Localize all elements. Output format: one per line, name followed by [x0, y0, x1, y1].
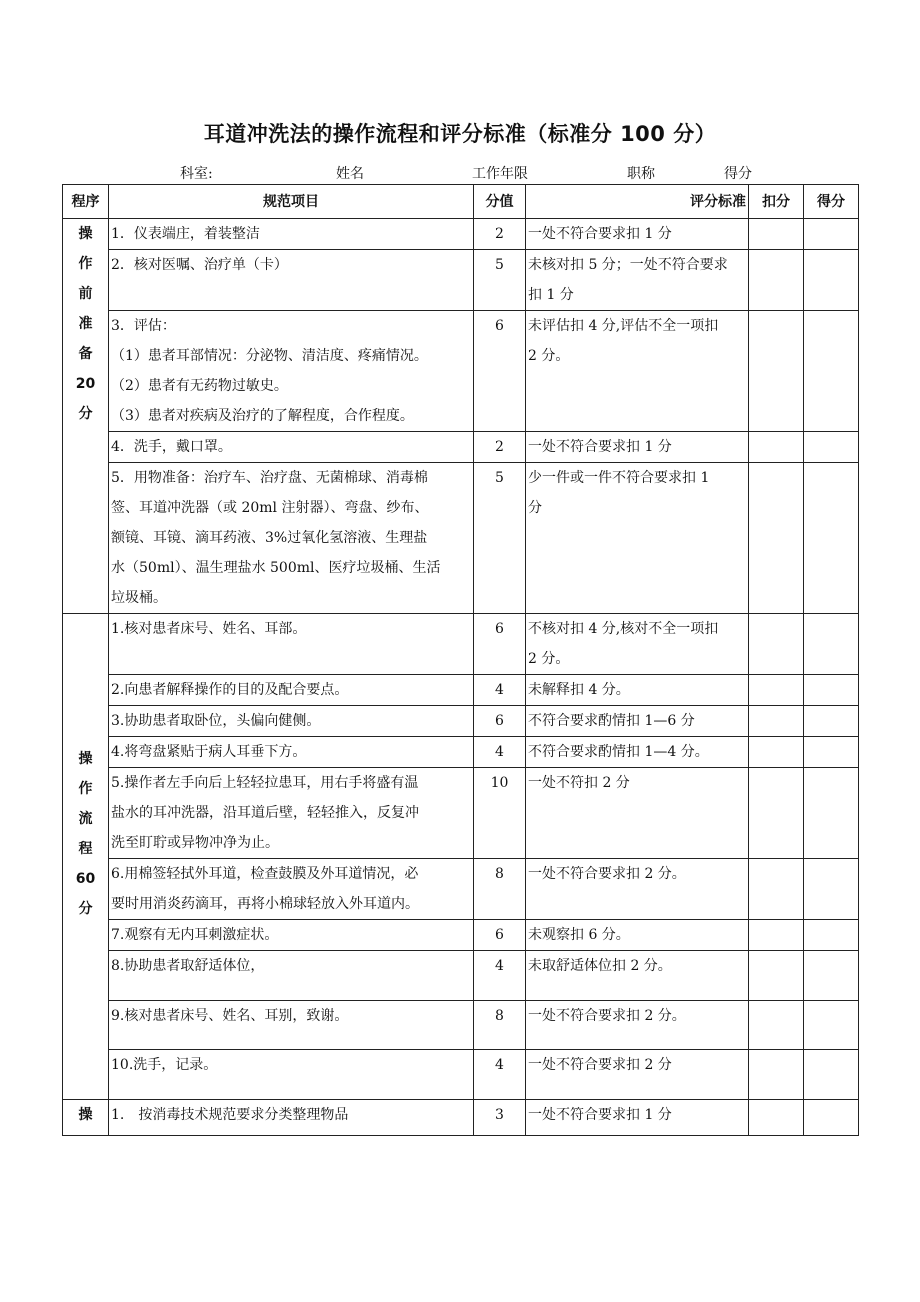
section-char: 60 — [75, 871, 96, 887]
table-row — [63, 859, 859, 920]
standard-cell — [526, 920, 749, 951]
standard-text: 2 分。 — [528, 651, 570, 667]
deduct-cell[interactable] — [749, 737, 804, 768]
section-pre-preparation — [63, 219, 109, 614]
table-row — [63, 614, 859, 675]
section-char: 作 — [78, 781, 93, 797]
section-char: 流 — [78, 811, 93, 827]
section-post-operation — [63, 1100, 109, 1136]
item-cell — [109, 951, 474, 1001]
item-text: 4.将弯盘紧贴于病人耳垂下方。 — [111, 744, 307, 760]
item-cell — [109, 432, 474, 463]
standard-text: 一处不符合要求扣 2 分。 — [528, 866, 686, 882]
header-got: 得分 — [804, 185, 859, 219]
got-cell[interactable] — [804, 1050, 859, 1100]
section-char: 作 — [78, 256, 93, 272]
standard-cell — [526, 1001, 749, 1050]
got-cell[interactable] — [804, 1001, 859, 1050]
section-char: 程 — [78, 841, 93, 857]
score-value: 4 — [474, 675, 526, 706]
deduct-cell[interactable] — [749, 859, 804, 920]
got-cell[interactable] — [804, 614, 859, 675]
item-text: 额镜、耳镜、滴耳药液、3%过氧化氢溶液、生理盐 — [111, 530, 428, 546]
standard-text: 一处不符合要求扣 1 分 — [528, 1107, 672, 1123]
deduct-cell[interactable] — [749, 250, 804, 311]
standard-text: 未解释扣 4 分。 — [528, 682, 630, 698]
meta-name: 姓名 — [336, 166, 364, 182]
meta-score: 得分 — [724, 166, 752, 182]
standard-text: 一处不符合要求扣 1 分 — [528, 439, 672, 455]
item-text: 7.观察有无内耳刺激症状。 — [111, 927, 279, 943]
score-value: 8 — [474, 859, 526, 920]
standard-cell — [526, 219, 749, 250]
item-cell — [109, 219, 474, 250]
item-cell — [109, 1100, 474, 1136]
got-cell[interactable] — [804, 250, 859, 311]
standard-text: 扣 1 分 — [528, 287, 574, 303]
got-cell[interactable] — [804, 706, 859, 737]
standard-text: 不核对扣 4 分,核对不全一项扣 — [528, 621, 719, 637]
standard-text: 不符合要求酌情扣 1—6 分 — [528, 713, 695, 729]
section-operation-process — [63, 614, 109, 1100]
item-text: （3）患者对疾病及治疗的了解程度，合作程度。 — [111, 408, 414, 424]
standard-text: 2 分。 — [528, 348, 570, 364]
item-cell — [109, 1050, 474, 1100]
score-value: 6 — [474, 311, 526, 432]
score-value: 5 — [474, 463, 526, 614]
score-value: 4 — [474, 737, 526, 768]
section-char: 操 — [78, 226, 93, 242]
section-char: 分 — [78, 901, 93, 917]
section-char: 操 — [78, 751, 93, 767]
deduct-cell[interactable] — [749, 219, 804, 250]
table-row — [63, 920, 859, 951]
meta-years: 工作年限 — [472, 166, 528, 182]
standard-text: 未评估扣 4 分,评估不全一项扣 — [528, 318, 719, 334]
deduct-cell[interactable] — [749, 920, 804, 951]
got-cell[interactable] — [804, 311, 859, 432]
standard-cell — [526, 614, 749, 675]
item-cell — [109, 1001, 474, 1050]
standard-text: 未取舒适体位扣 2 分。 — [528, 958, 672, 974]
deduct-cell[interactable] — [749, 432, 804, 463]
item-text: 垃圾桶。 — [111, 590, 167, 606]
score-value: 8 — [474, 1001, 526, 1050]
score-value: 2 — [474, 432, 526, 463]
item-text: 5.操作者左手向后上轻轻拉患耳，用右手将盛有温 — [111, 775, 419, 791]
item-cell — [109, 768, 474, 859]
standard-text: 未观察扣 6 分。 — [528, 927, 630, 943]
standard-cell — [526, 675, 749, 706]
item-text: 洗至盯聍或异物冲净为止。 — [111, 835, 279, 851]
table-body — [63, 219, 859, 1136]
header-deduct: 扣分 — [749, 185, 804, 219]
item-text: （2）患者有无药物过敏史。 — [111, 378, 288, 394]
section-char: 分 — [78, 406, 93, 422]
table-row — [63, 219, 859, 250]
item-text: 1．仪表端庄，着装整洁 — [111, 226, 260, 242]
standard-cell — [526, 250, 749, 311]
got-cell[interactable] — [804, 920, 859, 951]
item-cell — [109, 250, 474, 311]
item-text: 盐水的耳冲洗器，沿耳道后壁，轻轻推入，反复冲 — [111, 805, 419, 821]
got-cell[interactable] — [804, 1100, 859, 1136]
got-cell[interactable] — [804, 219, 859, 250]
item-text: 签、耳道冲洗器（或 20ml 注射器）、弯盘、纱布、 — [111, 500, 429, 516]
got-cell[interactable] — [804, 737, 859, 768]
table-row — [63, 1050, 859, 1100]
section-char: 20 — [75, 376, 96, 392]
item-cell — [109, 920, 474, 951]
item-text: 水（50ml）、温生理盐水 500ml、医疗垃圾桶、生活 — [111, 560, 441, 576]
item-text: （1）患者耳部情况：分泌物、清洁度、疼痛情况。 — [111, 348, 428, 364]
table-row — [63, 1001, 859, 1050]
standard-text: 未核对扣 5 分；一处不符合要求 — [528, 257, 728, 273]
standard-cell — [526, 768, 749, 859]
standard-cell — [526, 1050, 749, 1100]
got-cell[interactable] — [804, 768, 859, 859]
score-value: 3 — [474, 1100, 526, 1136]
score-value: 2 — [474, 219, 526, 250]
standard-text: 一处不符合要求扣 1 分 — [528, 226, 672, 242]
item-cell — [109, 859, 474, 920]
item-cell — [109, 675, 474, 706]
item-cell — [109, 614, 474, 675]
deduct-cell[interactable] — [749, 768, 804, 859]
got-cell[interactable] — [804, 859, 859, 920]
standard-cell — [526, 951, 749, 1001]
score-value: 6 — [474, 706, 526, 737]
item-text: 5．用物准备：治疗车、治疗盘、无菌棉球、消毒棉 — [111, 470, 428, 486]
deduct-cell[interactable] — [749, 706, 804, 737]
score-value: 5 — [474, 250, 526, 311]
score-value: 6 — [474, 920, 526, 951]
item-text: 要时用消炎药滴耳，再将小棉球轻放入外耳道内。 — [111, 896, 419, 912]
standard-text: 少一件或一件不符合要求扣 1 — [528, 470, 710, 486]
standard-text: 不符合要求酌情扣 1—4 分。 — [528, 744, 709, 760]
item-text: 2．核对医嘱、治疗单（卡） — [111, 257, 288, 273]
deduct-cell[interactable] — [749, 675, 804, 706]
item-cell — [109, 737, 474, 768]
standard-cell — [526, 859, 749, 920]
item-text: 6.用棉签轻拭外耳道，检查鼓膜及外耳道情况，必 — [111, 866, 419, 882]
item-text: 9.核对患者床号、姓名、耳别，致谢。 — [111, 1008, 349, 1024]
section-char: 备 — [78, 346, 93, 362]
score-value: 4 — [474, 951, 526, 1001]
score-value: 10 — [474, 768, 526, 859]
item-text: 3．评估： — [111, 318, 176, 334]
got-cell[interactable] — [804, 463, 859, 614]
table-row — [63, 951, 859, 1001]
section-char: 准 — [78, 316, 93, 332]
got-cell[interactable] — [804, 951, 859, 1001]
header-item: 规范项目 — [109, 185, 474, 219]
table-row — [63, 768, 859, 859]
section-char: 操 — [78, 1107, 93, 1123]
item-cell — [109, 706, 474, 737]
got-cell[interactable] — [804, 432, 859, 463]
standard-cell — [526, 1100, 749, 1136]
standard-cell — [526, 311, 749, 432]
score-value: 6 — [474, 614, 526, 675]
standard-text: 一处不符合要求扣 2 分 — [528, 1057, 672, 1073]
item-text: 10.洗手，记录。 — [111, 1057, 218, 1073]
table-row — [63, 737, 859, 768]
item-text: 8.协助患者取舒适体位， — [111, 958, 265, 974]
standard-cell — [526, 432, 749, 463]
item-cell — [109, 463, 474, 614]
meta-rank: 职称 — [627, 166, 655, 182]
item-text: 3.协助患者取卧位，头偏向健侧。 — [111, 713, 321, 729]
item-text: 4．洗手，戴口罩。 — [111, 439, 232, 455]
table-row — [63, 463, 859, 614]
item-text: 1. 按消毒技术规范要求分类整理物品 — [111, 1107, 349, 1123]
header-value: 分值 — [474, 185, 526, 219]
header-program: 程序 — [63, 185, 109, 219]
standard-text: 一处不符扣 2 分 — [528, 775, 630, 791]
table-row — [63, 706, 859, 737]
item-text: 2.向患者解释操作的目的及配合要点。 — [111, 682, 349, 698]
item-text: 1.核对患者床号、姓名、耳部。 — [111, 621, 307, 637]
scoring-table — [62, 184, 859, 1136]
table-row — [63, 432, 859, 463]
table-row — [63, 250, 859, 311]
document-title: 耳道冲洗法的操作流程和评分标准（标准分 100 分） — [203, 122, 717, 146]
deduct-cell[interactable] — [749, 1050, 804, 1100]
standard-cell — [526, 463, 749, 614]
deduct-cell[interactable] — [749, 1100, 804, 1136]
deduct-cell[interactable] — [749, 311, 804, 432]
table-row — [63, 311, 859, 432]
score-value: 4 — [474, 1050, 526, 1100]
table-row — [63, 675, 859, 706]
deduct-cell[interactable] — [749, 614, 804, 675]
got-cell[interactable] — [804, 675, 859, 706]
standard-cell — [526, 737, 749, 768]
table-row — [63, 1100, 859, 1136]
deduct-cell[interactable] — [749, 951, 804, 1001]
item-cell — [109, 311, 474, 432]
section-char: 前 — [78, 286, 93, 302]
meta-dept: 科室: — [180, 166, 213, 182]
standard-cell — [526, 706, 749, 737]
deduct-cell[interactable] — [749, 1001, 804, 1050]
header-standard: 评分标准 — [526, 185, 749, 219]
standard-text: 分 — [528, 500, 542, 516]
standard-text: 一处不符合要求扣 2 分。 — [528, 1008, 686, 1024]
deduct-cell[interactable] — [749, 463, 804, 614]
